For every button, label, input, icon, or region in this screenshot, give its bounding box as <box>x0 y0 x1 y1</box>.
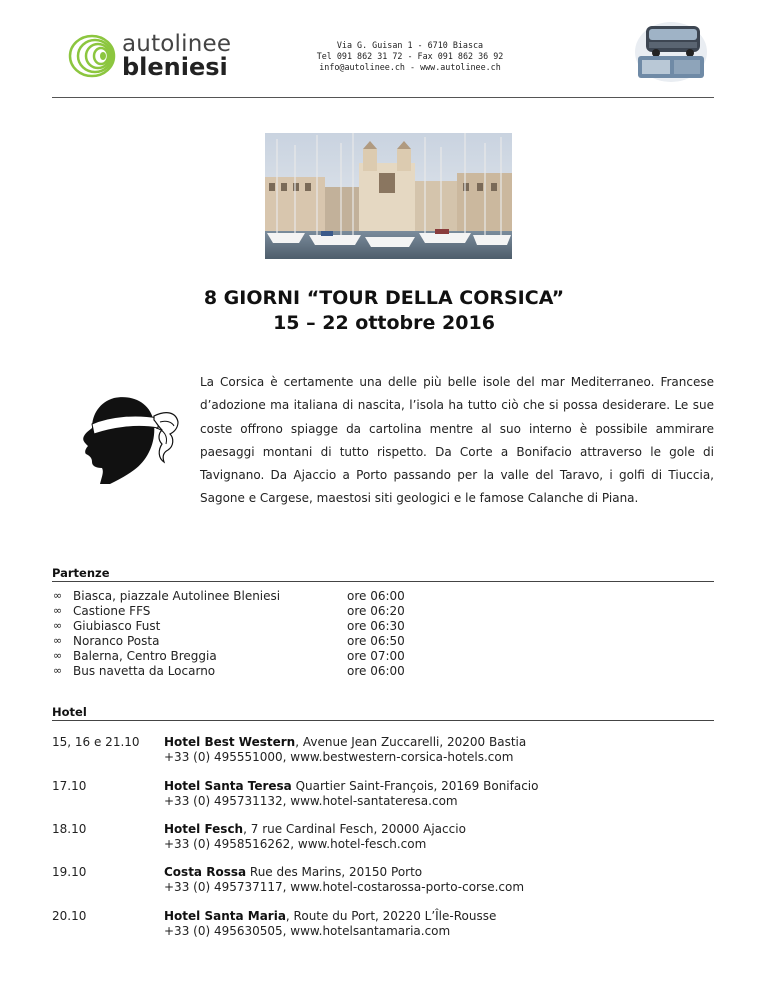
departure-row <box>52 604 472 619</box>
bullet-icon: ∞ <box>53 649 63 662</box>
bullet-icon: ∞ <box>53 604 63 617</box>
header-divider <box>52 97 714 98</box>
intro-line: d’adozione ma italiana di nascita, l’isola ha tutto ciò che si possa desiderare. Le sue <box>200 398 714 413</box>
bullet-icon: ∞ <box>53 664 63 677</box>
hotel-heading: Hotel <box>52 705 87 719</box>
departure-place: Bus navetta da Locarno <box>73 664 216 678</box>
bullet-icon: ∞ <box>53 634 63 647</box>
hotel-address: , 7 rue Cardinal Fesch, 20000 Ajaccio <box>243 822 466 836</box>
hotel-date: 18.10 <box>52 822 87 836</box>
departure-time: ore 06:00 <box>347 589 405 603</box>
harbor-photo <box>265 133 512 259</box>
intro-line: Tavignano. Da Ajaccio a Porto passando per la valle del Taravo, i golfi di Tiuccia, <box>200 468 714 483</box>
hotel-row <box>52 909 714 945</box>
hotel-row <box>52 822 714 858</box>
hotel-date: 15, 16 e 21.10 <box>52 735 140 749</box>
hotel-address: , Route du Port, 20220 L’Île-Rousse <box>285 909 497 923</box>
hotel-info <box>164 735 526 765</box>
departure-row <box>52 649 472 664</box>
hotel-name: Hotel Santa Maria <box>164 909 286 923</box>
departure-time: ore 07:00 <box>347 649 405 663</box>
hotel-info <box>164 822 466 852</box>
departure-row <box>52 664 472 679</box>
departures-divider <box>52 581 714 582</box>
departure-place: Balerna, Centro Breggia <box>73 649 217 663</box>
logo-swirl-icon <box>68 33 120 79</box>
bus-photo <box>632 16 710 82</box>
hotel-date: 19.10 <box>52 865 87 879</box>
intro-line: coste offrono spiagge da cartolina mentre al suo interno è possibile ammirare <box>200 421 714 436</box>
hotel-row <box>52 735 714 771</box>
departure-place: Noranco Posta <box>73 634 160 648</box>
header-contact <box>290 40 530 73</box>
header-phone: Tel 091 862 31 72 - Fax 091 862 36 92 <box>316 51 504 61</box>
departure-time: ore 06:30 <box>347 619 405 633</box>
header-address: Via G. Guisan 1 - 6710 Biasca <box>336 40 484 50</box>
title-line-1: 8 GIORNI “TOUR DELLA CORSICA” <box>203 287 565 309</box>
hotel-info <box>164 865 524 895</box>
bullet-icon: ∞ <box>53 619 63 632</box>
intro-line: Sagone e Cargese, maestosi siti geologici e le famose Calanche di Piana. <box>200 491 639 506</box>
departure-row <box>52 589 472 604</box>
hotel-date: 20.10 <box>52 909 87 923</box>
header-web: info@autolinee.ch - www.autolinee.ch <box>319 62 501 72</box>
hotel-name: Hotel Fesch <box>164 822 244 836</box>
departure-place: Biasca, piazzale Autolinee Bleniesi <box>73 589 281 603</box>
hotel-contact: +33 (0) 495630505, www.hotelsantamaria.com <box>164 924 451 938</box>
hotel-name: Costa Rossa <box>164 865 247 879</box>
hotel-address: Rue des Marins, 20150 Porto <box>246 865 423 879</box>
departure-place: Giubiasco Fust <box>73 619 161 633</box>
hotel-info <box>164 909 496 939</box>
hotel-name: Hotel Santa Teresa <box>164 779 292 793</box>
intro-paragraph <box>200 371 714 511</box>
departure-place: Castione FFS <box>73 604 151 618</box>
moor-head-emblem <box>74 388 184 488</box>
hotel-contact: +33 (0) 495737117, www.hotel-costarossa-porto-corse.com <box>164 880 525 894</box>
company-logo <box>68 33 238 83</box>
hotel-row <box>52 865 714 901</box>
departure-row <box>52 619 472 634</box>
hotel-row <box>52 779 714 815</box>
page-title <box>100 286 668 336</box>
hotel-divider <box>52 720 714 721</box>
hotel-name: Hotel Best Western <box>164 735 296 749</box>
bullet-icon: ∞ <box>53 589 63 602</box>
title-line-2: 15 – 22 ottobre 2016 <box>273 312 495 334</box>
departure-row <box>52 634 472 649</box>
hotel-info <box>164 779 538 809</box>
departure-time: ore 06:00 <box>347 664 405 678</box>
intro-line: paesaggi montani di tutto rispetto. Da Corte a Bonifacio attraverso le gole di <box>200 444 714 459</box>
hotel-address: Quartier Saint-François, 20169 Bonifacio <box>291 779 539 793</box>
brand-name-top: autolinee <box>122 31 232 57</box>
hotel-date: 17.10 <box>52 779 87 793</box>
hotel-contact: +33 (0) 495731132, www.hotel-santateresa.com <box>164 794 458 808</box>
departures-heading: Partenze <box>52 566 110 580</box>
departure-time: ore 06:20 <box>347 604 405 618</box>
hotel-contact: +33 (0) 495551000, www.bestwestern-corsica-hotels.com <box>164 750 514 764</box>
hotel-contact: +33 (0) 4958516262, www.hotel-fesch.com <box>164 837 427 851</box>
brand-name-bottom: bleniesi <box>122 53 228 81</box>
intro-line: La Corsica è certamente una delle più belle isole del mar Mediterraneo. Francese <box>200 375 714 389</box>
departure-time: ore 06:50 <box>347 634 405 648</box>
hotel-address: , Avenue Jean Zuccarelli, 20200 Bastia <box>295 735 527 749</box>
